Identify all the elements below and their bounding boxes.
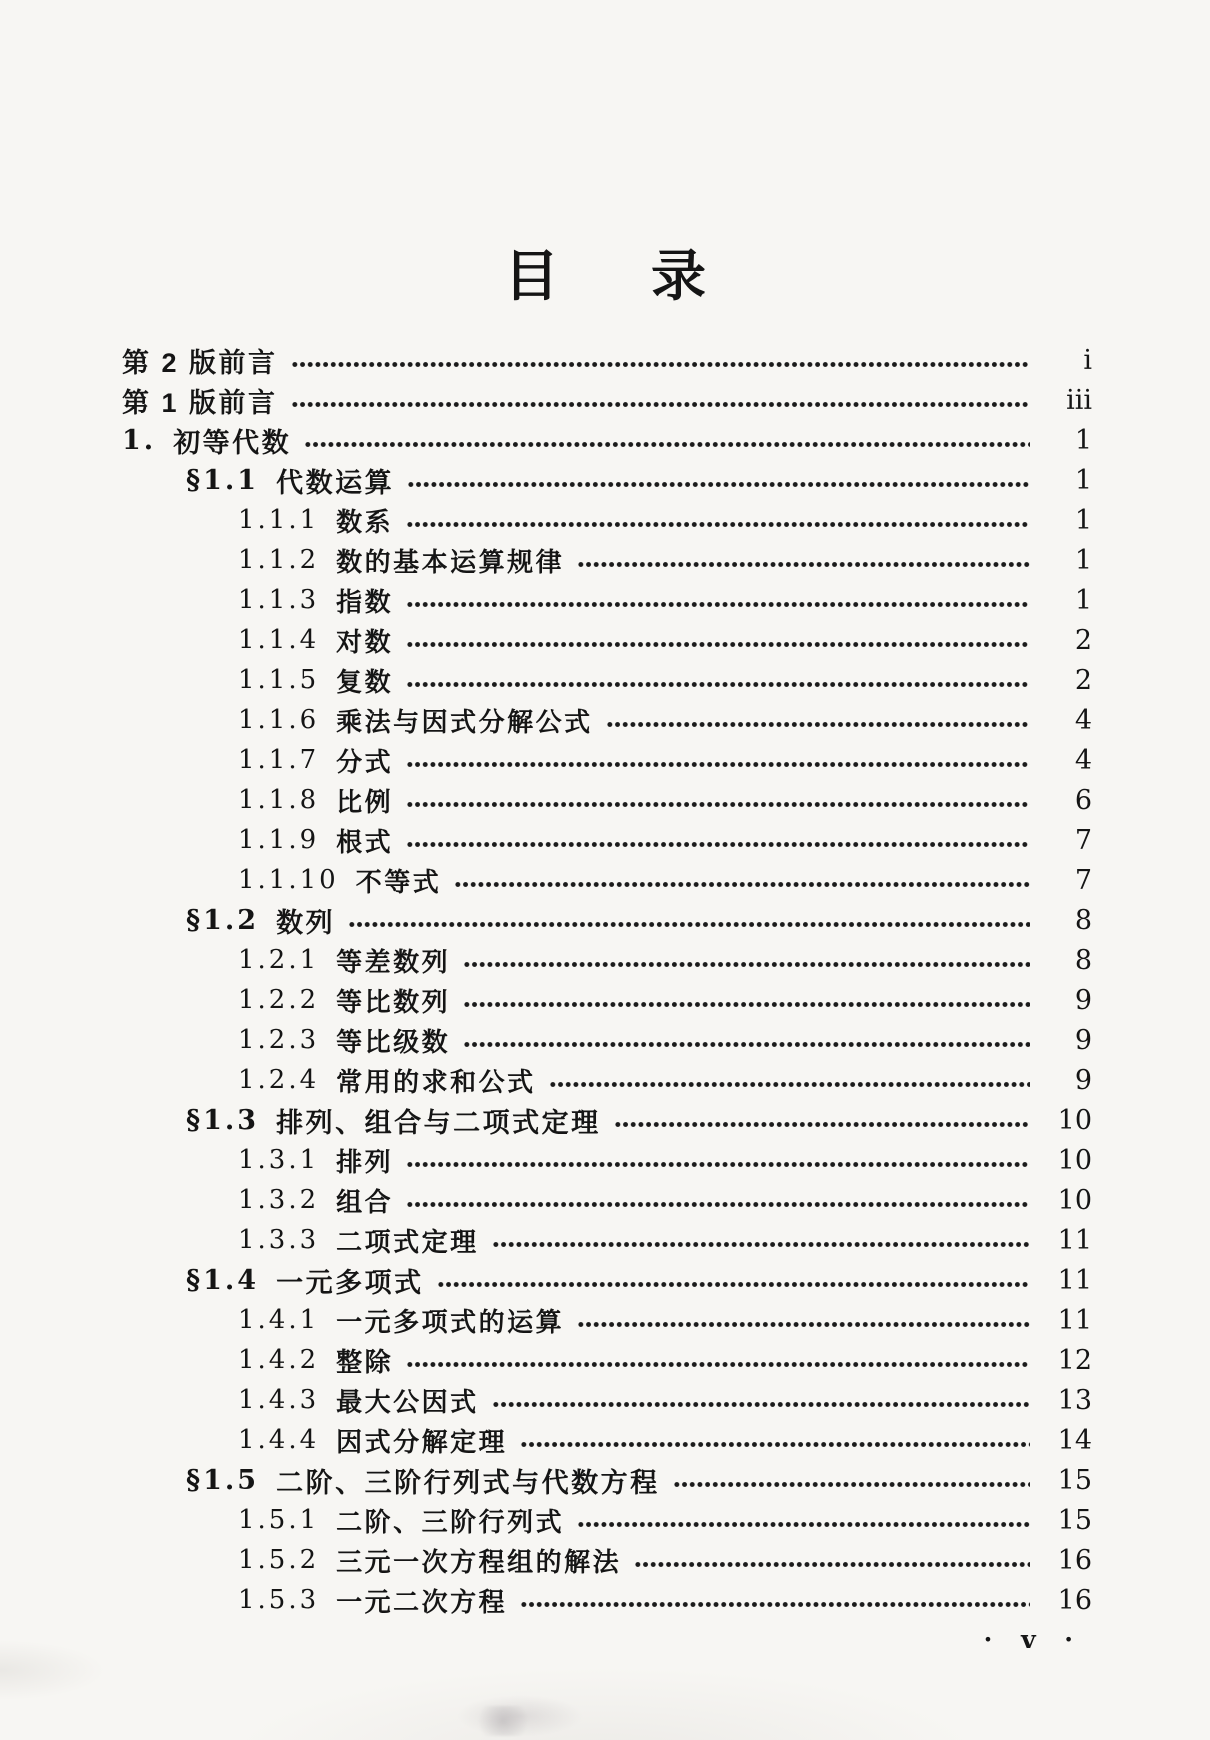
toc-entry[interactable]	[122, 460, 1092, 500]
toc-entry-label: 一元多项式	[276, 1267, 424, 1298]
toc-entry-number: 1.2.4	[238, 1065, 320, 1095]
toc-entry[interactable]	[122, 540, 1092, 580]
toc-entry-number: 1.1.8	[238, 785, 320, 815]
toc-entry-number: 1.2.2	[238, 985, 320, 1015]
toc-entry-number: 1.4.1	[238, 1305, 320, 1335]
toc-entry-page: 1	[1074, 504, 1092, 536]
toc-entry-label: 常用的求和公式	[336, 1066, 536, 1097]
toc-entry-page: 14	[1057, 1424, 1092, 1456]
toc-entry-page: 2	[1074, 664, 1092, 696]
toc-entry-number: 1.4.3	[238, 1385, 320, 1415]
toc-entry[interactable]	[122, 500, 1092, 540]
toc-entry-page: 11	[1057, 1304, 1092, 1336]
toc-entry-page: 1	[1074, 464, 1092, 496]
toc-entry-number: 1.1.6	[238, 705, 320, 735]
dot-leader	[492, 1240, 1030, 1249]
toc-entry[interactable]	[122, 1220, 1092, 1260]
toc-entry-label: 等差数列	[336, 946, 451, 977]
toc-entry-label: 根式	[336, 826, 394, 857]
toc-entry-page: iii	[1066, 384, 1092, 416]
toc-entry-label: 指数	[336, 586, 394, 617]
toc-entry-number: 1.1.4	[238, 625, 320, 655]
toc-entry[interactable]	[122, 340, 1092, 380]
toc-entry-page: 10	[1057, 1184, 1092, 1216]
toc-entry-label: 分式	[336, 746, 394, 777]
toc-entry-label: 对数	[336, 626, 394, 657]
toc-entry-number: 1.5.2	[238, 1545, 320, 1575]
dot-leader	[463, 1000, 1030, 1009]
dot-leader	[549, 1080, 1030, 1089]
toc-entry[interactable]	[122, 1140, 1092, 1180]
dot-leader	[437, 1280, 1030, 1289]
dot-leader	[577, 1520, 1030, 1529]
dot-leader	[614, 1120, 1030, 1129]
toc-entry[interactable]	[122, 1500, 1092, 1540]
toc-entry-label: 组合	[336, 1186, 394, 1217]
page-title: 目录	[503, 245, 798, 307]
toc-entry-number: §1.4	[186, 1264, 260, 1296]
toc-entry-number: §1.5	[186, 1464, 260, 1496]
toc-entry-label: 一元多项式的运算	[336, 1306, 565, 1337]
toc-entry-number: 1.3.3	[238, 1225, 320, 1255]
page-number-footer: · v ·	[983, 1625, 1076, 1654]
toc-entry-page: i	[1083, 344, 1092, 376]
toc-entry-page: 8	[1074, 944, 1092, 976]
toc-entry-page: 10	[1057, 1144, 1092, 1176]
toc-entry-page: 7	[1074, 824, 1092, 856]
dot-leader	[406, 600, 1030, 609]
dot-leader	[406, 520, 1030, 529]
toc-entry-number: 1.4.4	[238, 1425, 320, 1455]
toc-entry-page: 15	[1057, 1464, 1092, 1496]
toc-entry[interactable]	[122, 1380, 1092, 1420]
toc-entry[interactable]	[122, 660, 1092, 700]
dot-leader	[634, 1560, 1030, 1569]
toc-entry-page: 10	[1057, 1104, 1092, 1136]
toc-entry-label: 数列	[276, 907, 336, 938]
toc-entry-label: 排列	[336, 1146, 394, 1177]
dot-leader	[463, 1040, 1030, 1049]
toc-entry-number: 1.1.9	[238, 825, 320, 855]
toc-entry[interactable]	[122, 1580, 1092, 1620]
dot-leader	[520, 1440, 1030, 1449]
dot-leader	[406, 1360, 1030, 1369]
toc-entry-page: 11	[1057, 1224, 1092, 1256]
toc-entry[interactable]	[122, 580, 1092, 620]
toc-entry-label: 一元二次方程	[336, 1586, 508, 1617]
toc-entry[interactable]	[122, 1340, 1092, 1380]
toc-entry-label: 不等式	[355, 866, 442, 897]
toc-entry-number: 1.1.5	[238, 665, 320, 695]
toc-entry[interactable]	[122, 1420, 1092, 1460]
toc-entry-label: 比例	[336, 786, 394, 817]
toc-entry-number: 1.	[122, 424, 157, 456]
toc-entry-label: 代数运算	[276, 467, 395, 498]
toc-entry[interactable]	[122, 900, 1092, 940]
toc-entry-number: 1.2.3	[238, 1025, 320, 1055]
dot-leader	[406, 680, 1030, 689]
toc-entry[interactable]	[122, 1260, 1092, 1300]
toc-entry-number: 1.3.2	[238, 1185, 320, 1215]
toc-entry[interactable]	[122, 620, 1092, 660]
toc-entry-page: 16	[1057, 1584, 1092, 1616]
toc-entry[interactable]	[122, 1460, 1092, 1500]
toc-entry-number: §1.2	[186, 904, 260, 936]
toc-entry-number: 1.1.7	[238, 745, 320, 775]
toc-entry-label: 三元一次方程组的解法	[336, 1546, 622, 1577]
dot-leader	[577, 1320, 1030, 1329]
dot-leader	[673, 1480, 1030, 1489]
toc-entry-page: 8	[1074, 904, 1092, 936]
toc-entry[interactable]	[122, 820, 1092, 860]
dot-leader	[406, 640, 1030, 649]
toc-entry[interactable]	[122, 1180, 1092, 1220]
toc-entry[interactable]	[122, 940, 1092, 980]
dot-leader	[454, 880, 1030, 889]
toc-entry[interactable]	[122, 420, 1092, 460]
toc-entry[interactable]	[122, 1020, 1092, 1060]
dot-leader	[406, 1160, 1030, 1169]
scan-artifact	[468, 1706, 538, 1736]
toc-entry-number: 1.3.1	[238, 1145, 320, 1175]
toc-entry-number: §1.1	[186, 464, 260, 496]
dot-leader	[520, 1600, 1030, 1609]
toc-list	[0, 340, 1210, 1620]
toc-entry[interactable]	[122, 380, 1092, 420]
toc-entry[interactable]	[122, 1300, 1092, 1340]
toc-entry-label: 整除	[336, 1346, 394, 1377]
toc-entry-label: 复数	[336, 666, 394, 697]
toc-entry-number: 1.1.1	[238, 505, 320, 535]
toc-entry-page: 2	[1074, 624, 1092, 656]
dot-leader	[406, 840, 1030, 849]
toc-entry[interactable]	[122, 1100, 1092, 1140]
toc-entry-label: 乘法与因式分解公式	[336, 706, 593, 737]
toc-entry-number: 1.4.2	[238, 1345, 320, 1375]
toc-entry[interactable]	[122, 740, 1092, 780]
toc-entry-label: 排列、组合与二项式定理	[276, 1107, 601, 1138]
toc-entry-page: 16	[1057, 1544, 1092, 1576]
toc-entry-number: 1.1.2	[238, 545, 320, 575]
toc-entry-page: 9	[1074, 984, 1092, 1016]
toc-entry-label: 二阶、三阶行列式	[336, 1506, 565, 1537]
toc-entry[interactable]	[122, 860, 1092, 900]
toc-entry-label: 最大公因式	[336, 1386, 479, 1417]
toc-entry-label: 第 1 版前言	[122, 387, 278, 418]
toc-entry-label: 二阶、三阶行列式与代数方程	[276, 1467, 660, 1498]
dot-leader	[407, 480, 1030, 489]
toc-entry-label: 等比数列	[336, 986, 451, 1017]
toc-entry-page: 9	[1074, 1024, 1092, 1056]
toc-entry-page: 1	[1074, 544, 1092, 576]
dot-leader	[492, 1400, 1030, 1409]
toc-entry-label: 因式分解定理	[336, 1426, 508, 1457]
toc-entry[interactable]	[122, 1060, 1092, 1100]
dot-leader	[463, 960, 1030, 969]
toc-entry-page: 9	[1074, 1064, 1092, 1096]
toc-entry-page: 4	[1074, 704, 1092, 736]
toc-entry-number: 1.5.3	[238, 1585, 320, 1615]
toc-entry-number: §1.3	[186, 1104, 260, 1136]
toc-entry-label: 第 2 版前言	[122, 347, 278, 378]
dot-leader	[304, 440, 1030, 449]
dot-leader	[348, 920, 1030, 929]
toc-entry-page: 1	[1074, 584, 1092, 616]
toc-entry-page: 12	[1057, 1344, 1092, 1376]
dot-leader	[577, 560, 1030, 569]
toc-entry[interactable]	[122, 700, 1092, 740]
toc-entry-label: 数的基本运算规律	[336, 546, 565, 577]
toc-entry[interactable]	[122, 1540, 1092, 1580]
toc-entry-label: 数系	[336, 506, 394, 537]
toc-entry[interactable]	[122, 980, 1092, 1020]
toc-entry-number: 1.1.10	[238, 865, 339, 895]
dot-leader	[606, 720, 1030, 729]
toc-entry-number: 1.1.3	[238, 585, 320, 615]
toc-entry-page: 15	[1057, 1504, 1092, 1536]
toc-entry-page: 4	[1074, 744, 1092, 776]
toc-entry-number: 1.5.1	[238, 1505, 320, 1535]
dot-leader	[291, 360, 1030, 369]
toc-entry-number: 1.2.1	[238, 945, 320, 975]
toc-entry-label: 等比级数	[336, 1026, 451, 1057]
toc-entry-page: 7	[1074, 864, 1092, 896]
toc-entry-label: 初等代数	[173, 427, 292, 458]
dot-leader	[406, 1200, 1030, 1209]
toc-entry-page: 6	[1074, 784, 1092, 816]
toc-entry-page: 13	[1057, 1384, 1092, 1416]
dot-leader	[406, 760, 1030, 769]
dot-leader	[291, 400, 1030, 409]
toc-entry-page: 1	[1074, 424, 1092, 456]
toc-entry-page: 11	[1057, 1264, 1092, 1296]
toc-entry[interactable]	[122, 780, 1092, 820]
dot-leader	[406, 800, 1030, 809]
toc-entry-label: 二项式定理	[336, 1226, 479, 1257]
